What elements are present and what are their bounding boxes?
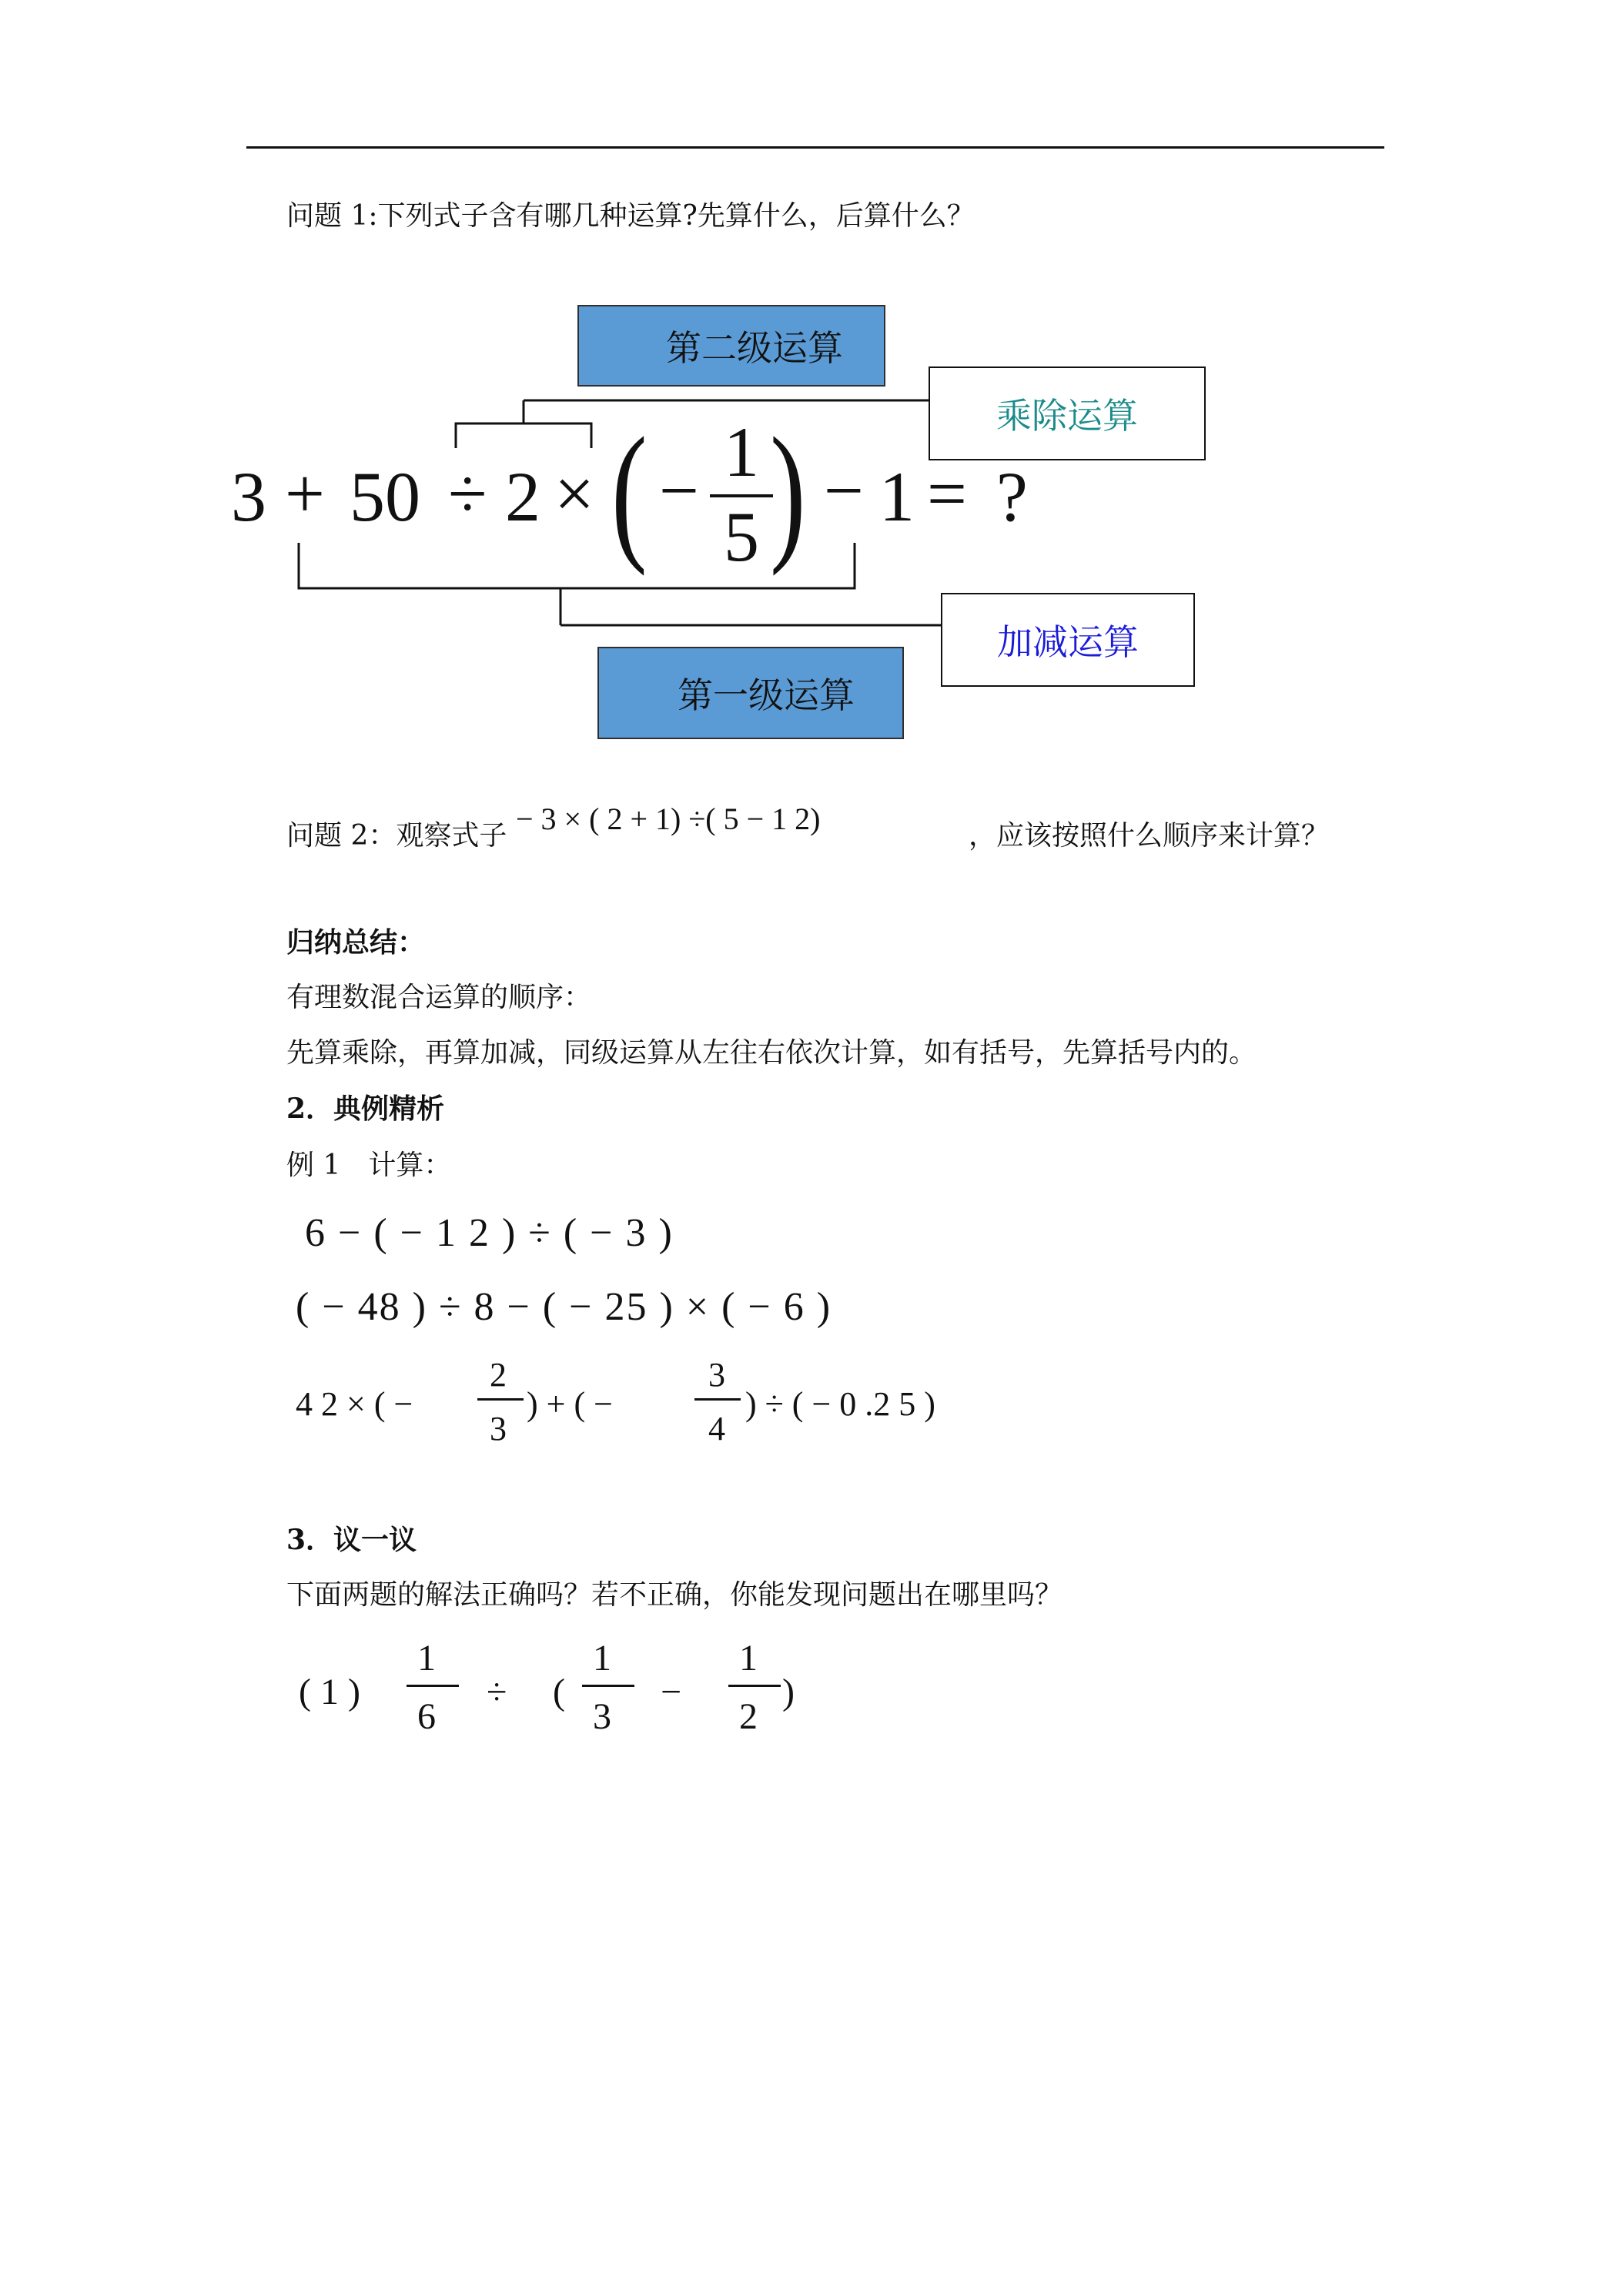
d-lparen: (	[553, 1672, 565, 1712]
d-frac3-bar	[728, 1685, 781, 1687]
expr-lparen: (	[611, 407, 648, 577]
question-2-suffix: ，应该按照什么顺序来计算？	[969, 820, 1330, 852]
expr3-frac1-num: 2	[490, 1356, 507, 1394]
d-frac1-bar	[407, 1685, 459, 1687]
muldiv-label: 乘除运算	[996, 395, 1138, 437]
expr-1: 1	[879, 457, 915, 536]
d-frac2-num: 1	[593, 1638, 611, 1678]
section-2-heading: 2．典例精析	[286, 1093, 445, 1125]
expr3-frac2-num: 3	[708, 1356, 725, 1394]
level-2-label: 第二级运算	[666, 327, 843, 369]
expr3-frac1-den: 3	[490, 1410, 507, 1448]
expr-neg: −	[659, 451, 699, 530]
expr3-frac2-bar	[694, 1398, 741, 1401]
example-1-label: 例 1 计算：	[286, 1150, 452, 1181]
expr-eq: =	[927, 454, 967, 533]
expr-plus: +	[285, 454, 325, 533]
addsub-box	[941, 593, 1195, 687]
d-frac3-num: 1	[739, 1638, 758, 1678]
d-frac3-den: 2	[739, 1696, 758, 1737]
example-expression-3	[296, 1355, 1143, 1455]
summary-heading: 归纳总结：	[286, 926, 426, 959]
expr3-frac1-bar	[477, 1398, 524, 1401]
expr3-part-1: 4 2 × ( −	[296, 1385, 413, 1423]
example-expression-2: ( − 48 ) ÷ 8 − ( − 25 ) × ( − 6 )	[296, 1285, 832, 1329]
d-rparen: )	[782, 1672, 795, 1712]
expr-3: 3	[231, 457, 266, 536]
expr-times: ×	[554, 454, 594, 533]
section-3-heading: 3．议一议	[286, 1524, 417, 1556]
expr3-part-2: ) + ( −	[527, 1385, 613, 1423]
expr3-frac2-den: 4	[708, 1410, 725, 1448]
d-frac1-den: 6	[417, 1696, 436, 1737]
expr-50: 50	[350, 457, 420, 536]
expr-minus: −	[824, 451, 864, 530]
operation-diagram	[0, 0, 1623, 770]
expr-question: ?	[996, 457, 1028, 536]
d-minus: −	[661, 1672, 682, 1712]
addsub-label: 加减运算	[997, 621, 1139, 663]
d-frac2-den: 3	[593, 1696, 611, 1737]
level-1-label: 第一级运算	[678, 674, 855, 716]
level-1-box	[597, 647, 904, 739]
summary-line-2: 先算乘除，再算加减，同级运算从左往右依次计算，如有括号，先算括号内的。	[286, 1037, 1257, 1069]
question-2-prefix: 问题 2：观察式子	[286, 820, 507, 852]
expr-div: ÷	[448, 454, 487, 533]
expr-label: ( 1 )	[299, 1672, 360, 1712]
section-3-question: 下面两题的解法正确吗？若不正确，你能发现问题出在哪里吗？	[286, 1579, 1063, 1611]
example-expression-1: 6 − ( − 1 2 ) ÷ ( − 3 )	[305, 1211, 674, 1255]
question-2-expression: − 3 × ( 2 + 1) ÷( 5 − 1 2)	[516, 802, 821, 836]
expr-2: 2	[505, 457, 540, 536]
level-2-box	[577, 305, 885, 387]
expr-rparen: )	[770, 407, 806, 577]
question-1: 问题 1:下列式子含有哪几种运算?先算什么，后算什么？	[286, 200, 975, 232]
expr-frac-num: 1	[724, 413, 759, 491]
d-frac2-bar	[582, 1685, 634, 1687]
d-div: ÷	[487, 1672, 507, 1712]
muldiv-box	[929, 366, 1206, 460]
summary-line-1: 有理数混合运算的顺序：	[286, 982, 592, 1013]
expr-frac-den: 5	[724, 497, 759, 576]
expr3-part-3: ) ÷ ( − 0 .2 5 )	[745, 1385, 935, 1423]
discussion-expression-1	[299, 1637, 915, 1745]
d-frac1-num: 1	[417, 1638, 436, 1678]
